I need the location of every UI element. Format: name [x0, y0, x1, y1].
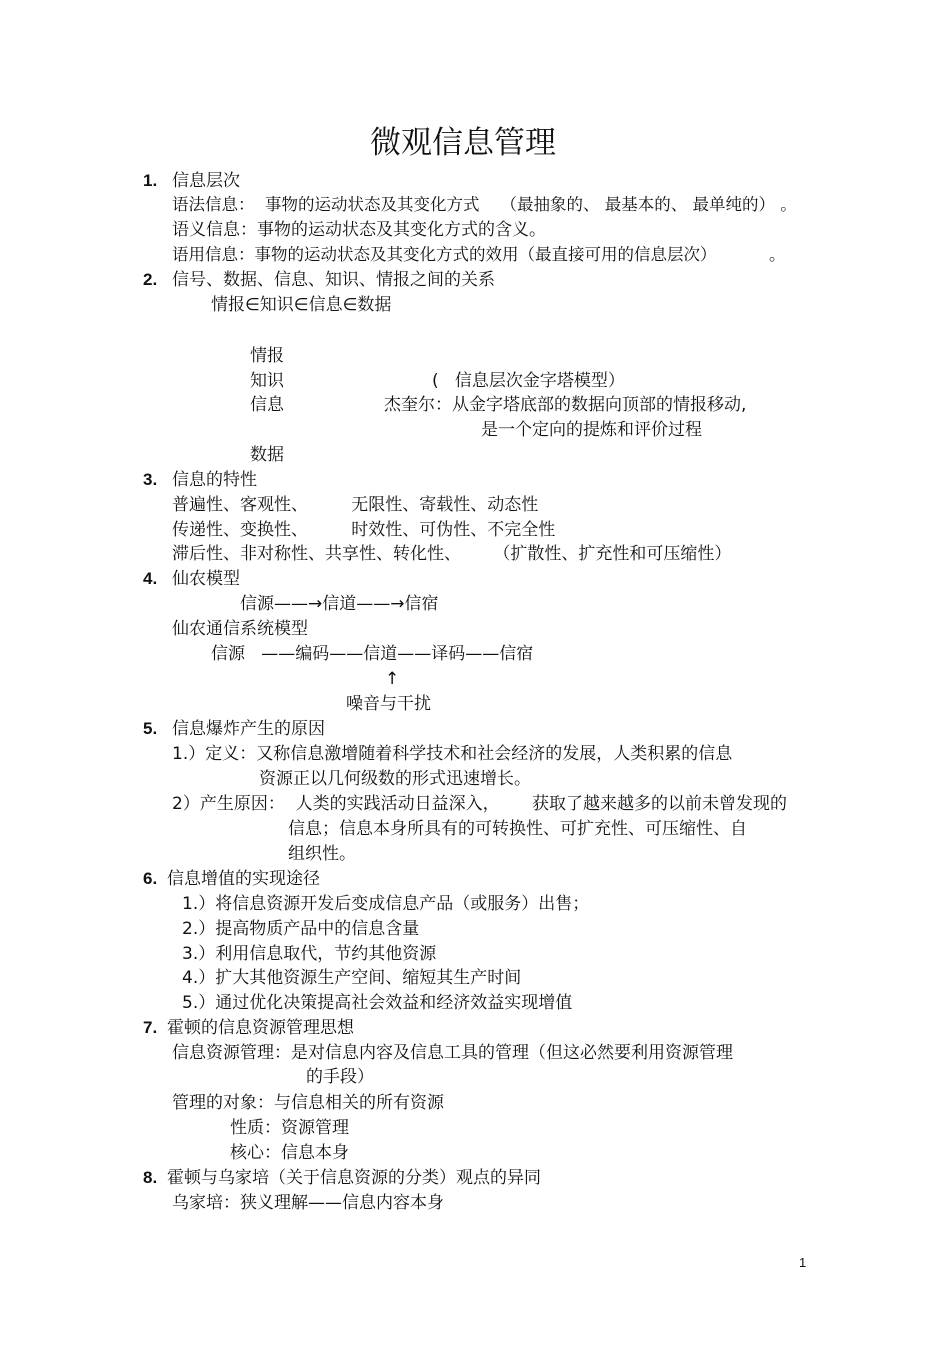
section-heading: 仙农模型 [172, 569, 240, 589]
text-line: 管理的对象：与信息相关的所有资源 [172, 1093, 444, 1113]
list-item: 3.）利用信息取代，节约其他资源 [182, 944, 437, 964]
section-number: 7. [143, 1018, 158, 1037]
section-heading: 霍顿的信息资源管理思想 [167, 1018, 354, 1038]
section-heading: 信息增值的实现途径 [167, 869, 320, 889]
list-item: 1.）将信息资源开发后变成信息产品（或服务）出售； [182, 894, 590, 914]
section-number: 4. [143, 569, 158, 588]
text-line: 语用信息：事物的运动状态及其变化方式的效用（最直接可用的信息层次） 。 [172, 245, 786, 264]
text-line: 滞后性、非对称性、共享性、转化性、 （扩散性、扩充性和可压缩性） [172, 544, 732, 564]
text-line: 信息资源管理：是对信息内容及信息工具的管理（但这必然要利用资源管理 [172, 1043, 733, 1063]
section-number: 5. [143, 719, 158, 738]
section-number: 6. [143, 869, 158, 888]
model-caption: ( 信息层次金字塔模型） [432, 371, 625, 391]
list-item: 4.）扩大其他资源生产空间、缩短其生产时间 [182, 968, 522, 988]
page-title: 微观信息管理 [370, 125, 556, 161]
section-heading: 信息爆炸产生的原因 [172, 719, 325, 739]
section-heading: 信号、数据、信息、知识、情报之间的关系 [172, 270, 495, 290]
text-line: 语义信息：事物的运动状态及其变化方式的含义。 [172, 220, 546, 240]
flow-diagram: 信源——→信道——→信宿 [240, 594, 439, 614]
noise-label: 噪音与干扰 [346, 694, 431, 714]
pyramid-level: 信息 [250, 395, 284, 415]
model-description: 是一个定向的提炼和评价过程 [481, 420, 702, 440]
pyramid-level: 知识 [250, 371, 284, 391]
section-heading: 霍顿与乌家培（关于信息资源的分类）观点的异同 [167, 1168, 541, 1188]
subheading: 仙农通信系统模型 [172, 619, 308, 639]
flow-diagram: 信源 ——编码——信道——译码——信宿 [211, 644, 534, 664]
section-heading: 信息层次 [172, 171, 240, 191]
text-line: 组织性。 [288, 844, 356, 864]
text-line: 传递性、变换性、 时效性、可伪性、不完全性 [172, 520, 556, 540]
model-description: 杰奎尔：从金字塔底部的数据向顶部的情报移动, [384, 395, 747, 415]
section-number: 3. [143, 470, 158, 489]
section-number: 2. [143, 270, 158, 289]
text-line: 语法信息： 事物的运动状态及其变化方式 （最抽象的、 最基本的、 最单纯的） 。 [172, 195, 797, 214]
text-line: 资源正以几何级数的形式迅速增长。 [259, 769, 531, 789]
text-line: 信息；信息本身所具有的可转换性、可扩充性、可压缩性、自 [288, 819, 747, 839]
text-line: 乌家培：狭义理解——信息内容本身 [172, 1193, 444, 1213]
list-item: 5.）通过优化决策提高社会效益和经济效益实现增值 [182, 993, 573, 1013]
pyramid-level: 情报 [250, 346, 284, 366]
list-item: 2.）提高物质产品中的信息含量 [182, 919, 420, 939]
section-number: 1. [143, 171, 158, 190]
pyramid-level: 数据 [250, 445, 284, 465]
text-line: 普遍性、客观性、 无限性、寄载性、动态性 [172, 495, 539, 515]
text-line: 的手段） [306, 1067, 374, 1087]
text-line: 性质：资源管理 [230, 1118, 349, 1138]
section-heading: 信息的特性 [172, 470, 257, 490]
relation-formula: 情报∈知识∈信息∈数据 [211, 295, 392, 315]
section-number: 8. [143, 1168, 158, 1187]
text-line: 1.）定义：又称信息激增随着科学技术和社会经济的发展，人类积累的信息 [172, 744, 733, 764]
page-number: 1 [799, 1255, 807, 1270]
up-arrow: ↑ [385, 669, 400, 689]
text-line: 2）产生原因： 人类的实践活动日益深入， 获取了越来越多的以前未曾发现的 [172, 794, 788, 814]
text-line: 核心：信息本身 [230, 1143, 349, 1163]
